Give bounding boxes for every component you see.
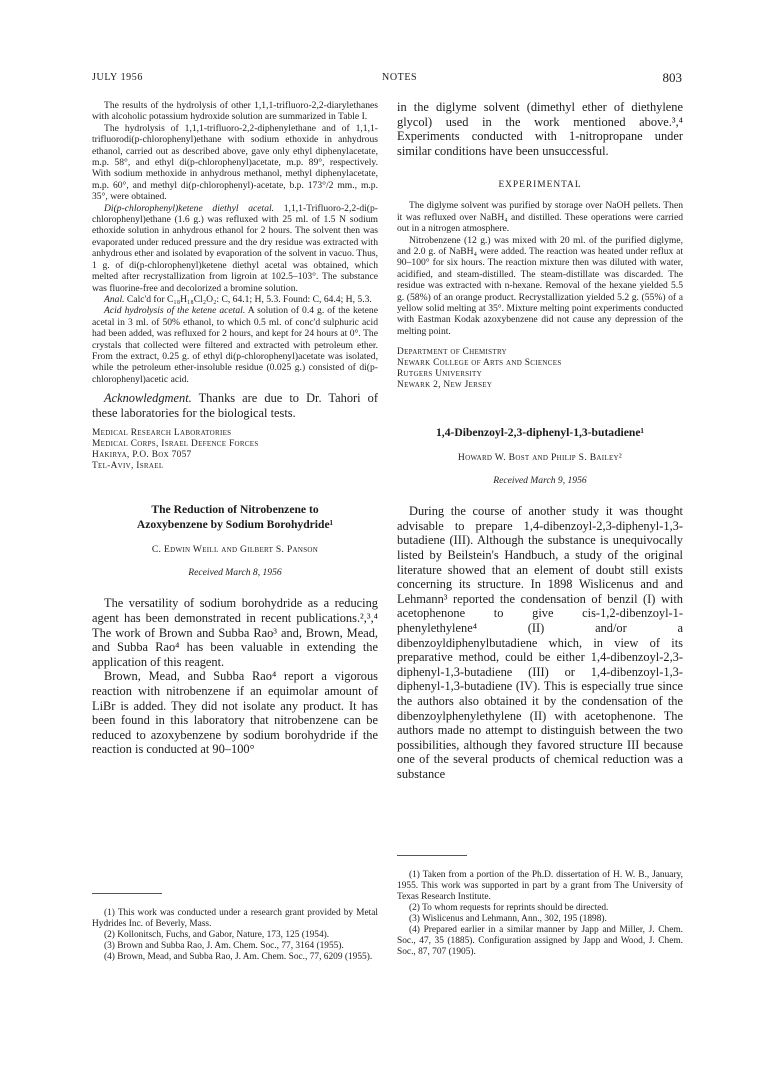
paragraph: Anal. Calc'd for C₁₈H₁₈Cl₂O₂: C, 64.1; H, 5.3. Found: C, 64.4; H, 5.3. xyxy=(104,293,372,305)
paragraph-heading: Acid hydrolysis of the ketene acetal. xyxy=(104,305,246,317)
paragraph: The results of the hydrolysis of other 1,1,1-trifluoro-2,2-diarylethanes with alcoholic potassium hydroxide solution are summarized in Table I. xyxy=(92,100,378,123)
footnote-rule xyxy=(92,893,162,894)
running-header xyxy=(92,72,682,88)
paragraph: During the course of another study it was thought advisable to prepare 1,4-dibenzoyl-2,3-diphenyl-1,3-butadiene (III). Although the substance is unequivocally listed by Beilstein's Handbuch, a study of the original literature showed that an element of doubt still exists concerning its structure. In 1898 Wislicenus and and Lehmann³ reported the condensation of benzil (I) with acetophenone to give cis-1,2-dibenzoyl-1-phenylethylene⁴ (II) and/or a dibenzoyldiphenylbutadiene which, in view of its preparative method, could be either 1,4-dibenzoyl-2,3-diphenyl-1,3-butadiene (III) or 1,4-dibenzoyl-1,3-diphenyl-1,3-butadiene (IV). This is especially true since the authors also obtained it by the condensation of the dibenzoylphenylethylene (II) with acetophenone. The authors made no attempt to distinguish between the two possibilities, although they favored structure III because one of the several products of chemical reduction was a substance xyxy=(397,504,683,781)
article-authors: C. Edwin Weill and Gilbert S. Panson xyxy=(151,544,319,556)
left-column xyxy=(92,100,378,757)
paragraph: Di(p-chlorophenyl)ketene diethyl acetal. 1,1,1-Trifluoro-2,2-di(p-chlorophenyl)ethane (1.6 g.) was refluxed with 25 ml. of 1.5 N sodium ethoxide solution in anhydrous ethanol for 2 hours. The solvent then was evaporated under reduced pressure and the dry residue was extracted with anhydrous ether and isolated by evaporation of the solvent in vacuo. Thus, 1 g. of di(p-chlorophenyl)ketene diethyl acetal was obtained, which melted after recrystallization from ligroin at 102.5–103°. The substance was fluorine-free and decolorized a bromine solution. xyxy=(92,202,378,294)
footnote: (3) Brown and Subba Rao, J. Am. Chem. Soc., 77, 3164 (1955). xyxy=(104,941,344,951)
paragraph-heading: Anal. xyxy=(104,293,125,305)
footnotes-left xyxy=(92,908,378,963)
footnote: (4) Prepared earlier in a similar manner by Japp and Miller, J. Chem. Soc., 47, 35 (1885). Configuration assigned by Japp and Wood, J. Chem. Soc., 87, 707 (1905). xyxy=(397,925,683,957)
received-date: Received March 8, 1956 xyxy=(188,567,282,579)
article-authors: Howard W. Bost and Philip S. Bailey² xyxy=(457,452,623,464)
affiliation: Medical Research Laboratories Medical Corps, Israel Defence Forces Hakirya, P.O. Box 7057 Tel-Aviv, Israel xyxy=(92,428,259,472)
footnote: (1) This work was conducted under a research grant provided by Metal Hydrides Inc. of Beverly, Mass. xyxy=(92,908,378,929)
paragraph: Nitrobenzene (12 g.) was mixed with 20 ml. of the purified diglyme, and 2.0 g. of NaBH₄ were added. The reaction was heated under reflux at 90–100° for six hours. The reaction mixture then was diluted with water, acidified, and steam-distilled. The steam-distillate was discarded. The residue was extracted with n-hexane. Removal of the hexane yielded 5.5 g. (58%) of an orange product. Recrystallization yielded 5.2 g. (55%) of a yellow solid melting at 35°. Mixture melting point experiments conducted with Eastman Kodak azoxybenzene did not cause any depression of the melting point. xyxy=(397,234,683,337)
paragraph: The versatility of sodium borohydride as a reducing agent has been demonstrated in recent publications.²,³,⁴ The work of Brown and Subba Rao³ and, Brown, Mead, and Subba Rao⁴ has been valuable in extending the application of this reagent. xyxy=(92,596,378,669)
footnote: (2) Kollonitsch, Fuchs, and Gabor, Nature, 173, 125 (1954). xyxy=(104,930,330,940)
right-column xyxy=(397,100,683,782)
page-number: 803 xyxy=(662,70,682,85)
header-section: NOTES xyxy=(382,72,418,83)
footnotes-right xyxy=(397,870,683,958)
footnote: (1) Taken from a portion of the Ph.D. dissertation of H. W. B., January, 1955. This work was supported in part by a grant from The University of Texas Research Institute. xyxy=(397,870,683,902)
footnote-rule xyxy=(397,855,467,856)
section-heading: EXPERIMENTAL xyxy=(498,180,582,191)
footnote: (3) Wislicenus and Lehmann, Ann., 302, 195 (1898). xyxy=(409,914,607,924)
paragraph-heading: Di(p-chlorophenyl)ketene diethyl acetal. xyxy=(104,202,275,214)
acknowledgment: Acknowledgment. Thanks are due to Dr. Tahori of these laboratories for the biological tests. xyxy=(92,391,378,420)
paragraph: The hydrolysis of 1,1,1-trifluoro-2,2-diphenylethane and of 1,1,1-trifluorodi(p-chlorophenyl)ethane with sodium ethoxide in anhydrous ethanol, carried out as described above, gave only ethyl diphenylacetate, m.p. 58°, and ethyl di(p-chlorophenyl)acetate, m.p. 89°, respectively. With sodium methoxide in anhydrous methanol, methyl diphenylacetate, m.p. 60°, and methyl di(p-chlorophenyl)-acetate, b.p. 173°/2 mm., m.p. 35°, were obtained. xyxy=(92,122,378,203)
paragraph: Brown, Mead, and Subba Rao⁴ report a vigorous reaction with nitrobenzene if an equimolar amount of LiBr is added. They did not isolate any product. It has been found in this laboratory that nitrobenzene can be reduced to azoxybenzene by sodium borohydride if the reaction is conducted at 90–100° xyxy=(92,669,378,757)
paragraph: in the diglyme solvent (dimethyl ether of diethylene glycol) used in the work mentioned above.³,⁴ Experiments conducted with 1-nitropropane under similar conditions have been unsuccessful. xyxy=(397,100,683,158)
footnote: (2) To whom requests for reprints should be directed. xyxy=(409,903,609,913)
header-date: JULY 1956 xyxy=(92,72,143,83)
article-title: The Reduction of Nitrobenzene to Azoxybenzene by Sodium Borohydride¹ xyxy=(136,503,334,532)
footnote: (4) Brown, Mead, and Subba Rao, J. Am. Chem. Soc., 77, 6209 (1955). xyxy=(104,952,373,962)
paragraph: The diglyme solvent was purified by storage over NaOH pellets. Then it was refluxed over NaBH₄ and distilled. These operations were carried out in a nitrogen atmosphere. xyxy=(397,200,683,235)
paragraph: Acid hydrolysis of the ketene acetal. A solution of 0.4 g. of the ketene acetal in 3 ml. of 50% ethanol, to which 0.5 ml. of conc'd sulphuric acid had been added, was refluxed for 2 hours, and kept for 24 hours at 0°. The crystals that collected were filtered and extracted with petroleum ether. From the extract, 0.25 g. of ethyl di(p-chlorophenyl)acetate was isolated, while the petroleum ether-insoluble residue (0.025 g.) consisted of di(p-chlorophenyl)acetic acid. xyxy=(92,305,378,385)
affiliation: Department of Chemistry Newark College of Arts and Sciences Rutgers University Newark 2, New Jersey xyxy=(397,347,562,391)
article-title: 1,4-Dibenzoyl-2,3-diphenyl-1,3-butadiene¹ xyxy=(436,426,644,440)
received-date: Received March 9, 1956 xyxy=(493,475,587,487)
